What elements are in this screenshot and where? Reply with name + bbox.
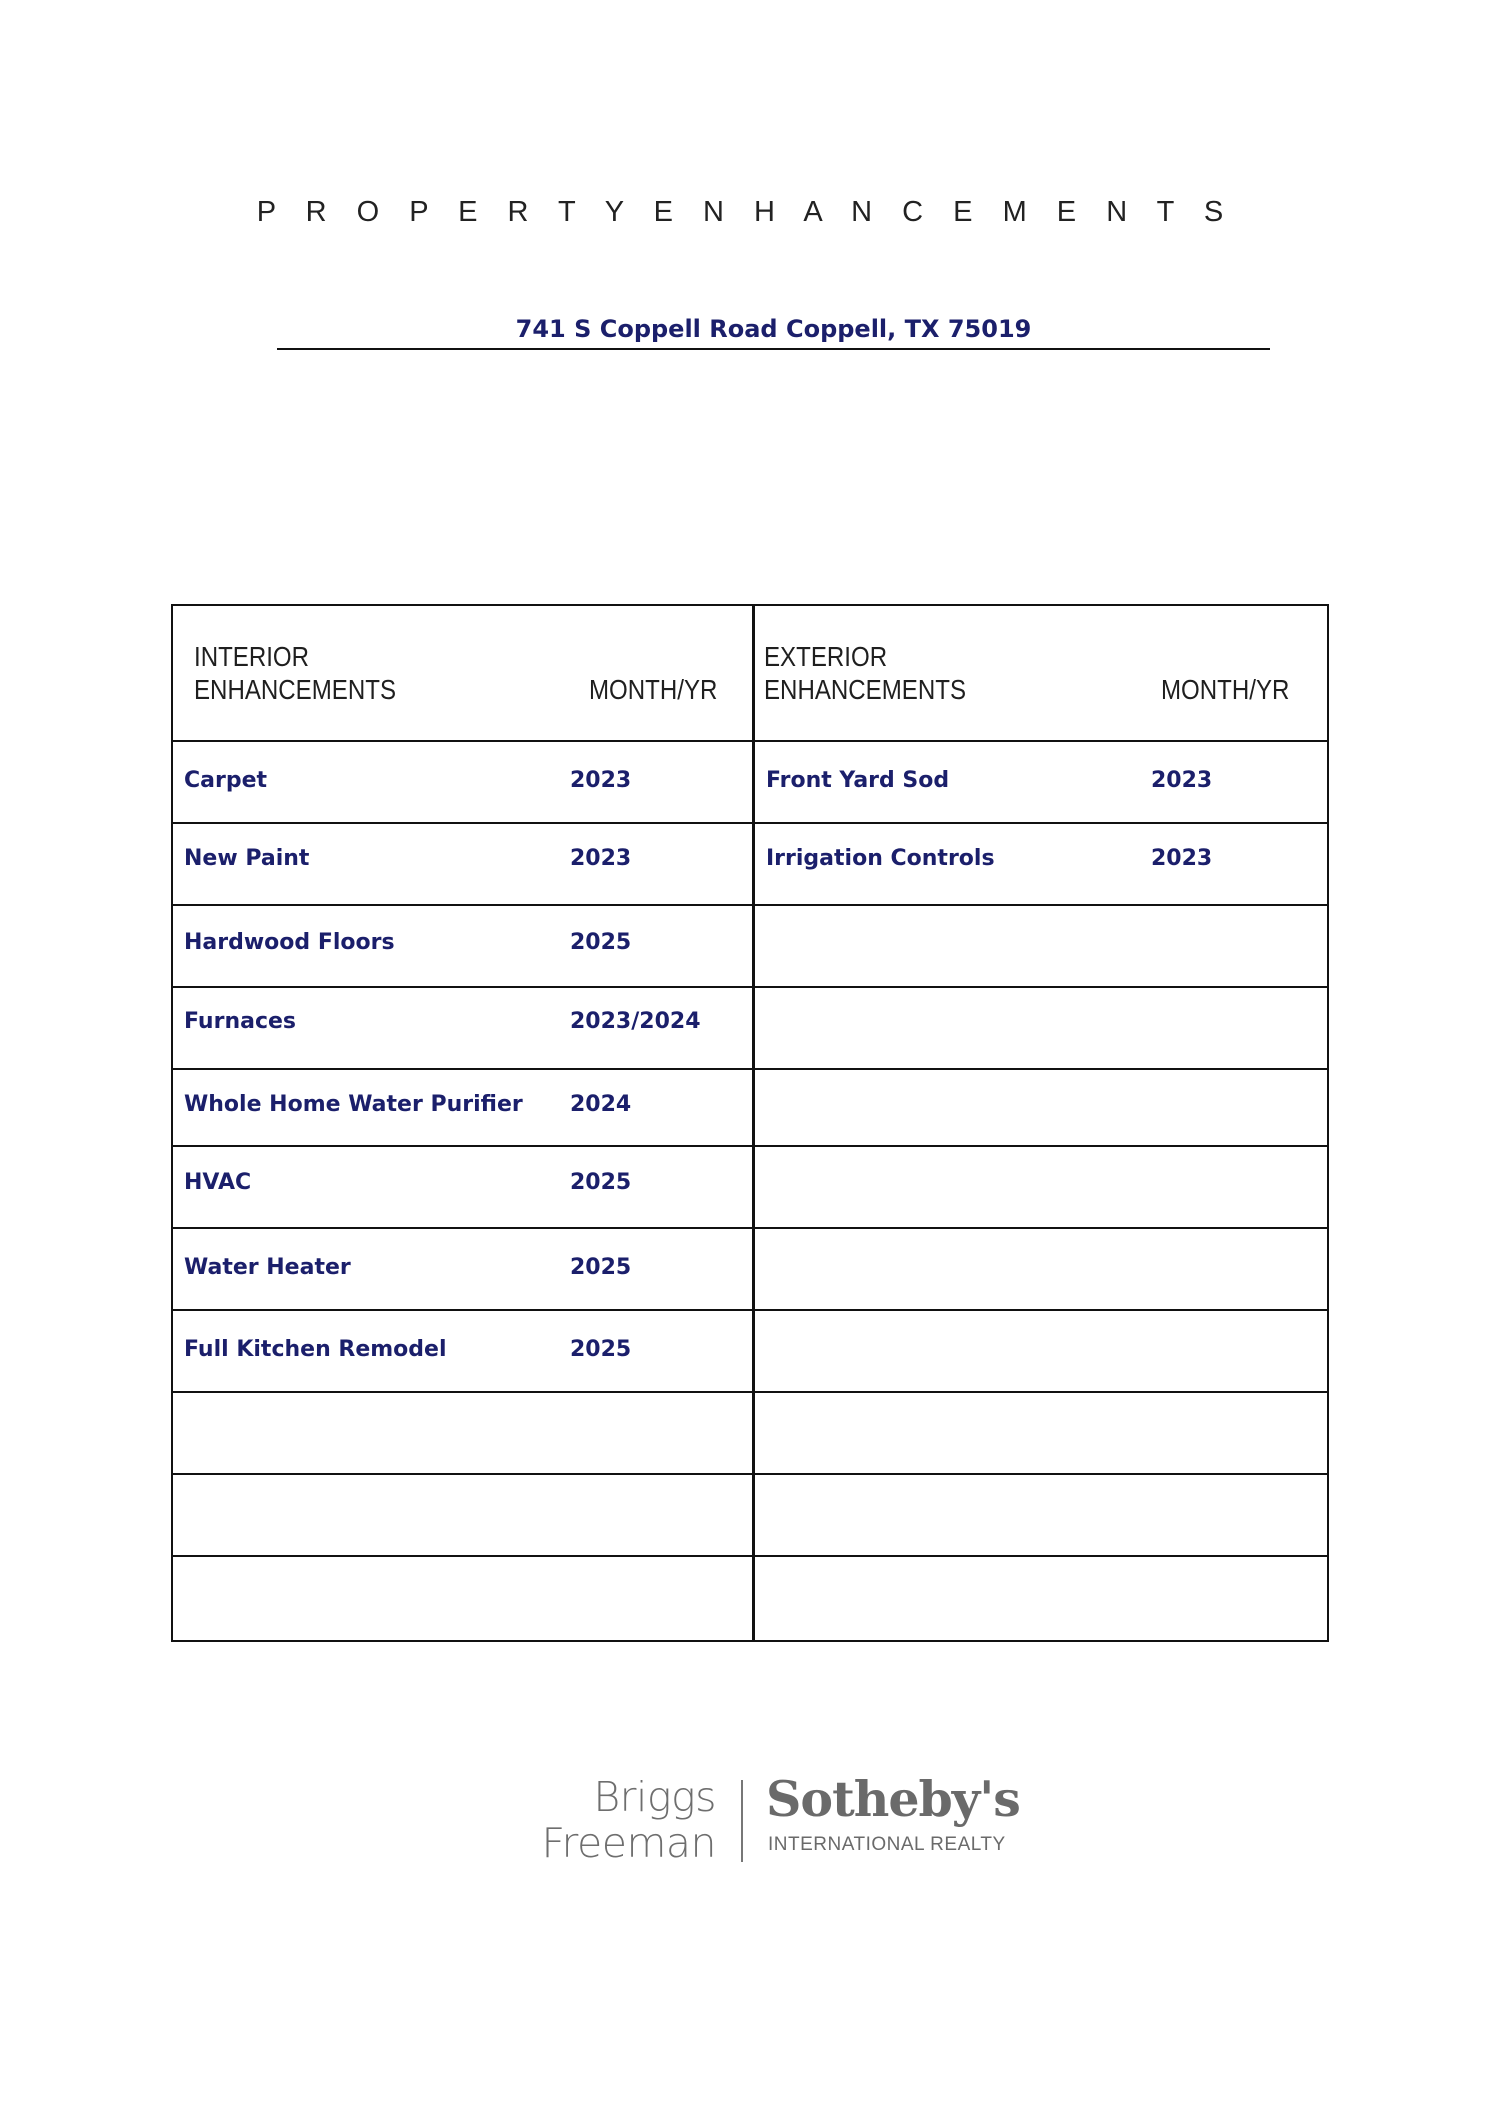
logo-freeman-text: Freeman	[541, 1819, 716, 1867]
interior-date: 2023	[570, 846, 632, 871]
logo-sothebys-text: Sotheby's	[766, 1770, 1020, 1828]
exterior-header-line2: ENHANCEMENTS	[764, 674, 967, 705]
interior-item: Furnaces	[184, 1009, 297, 1034]
exterior-date-header: MONTH/YR	[1161, 674, 1290, 705]
interior-date: 2025	[570, 930, 632, 955]
logo-international-realty: INTERNATIONAL REALTY	[768, 1834, 1006, 1855]
interior-date-header: MONTH/YR	[589, 674, 718, 705]
exterior-item: Front Yard Sod	[766, 768, 950, 793]
exterior-header-line1: EXTERIOR	[764, 641, 888, 672]
row-line	[173, 1555, 1327, 1557]
enhancements-table	[171, 604, 1329, 1642]
interior-date: 2025	[570, 1170, 632, 1195]
interior-item: New Paint	[184, 846, 310, 871]
row-line	[173, 1473, 1327, 1475]
exterior-header	[764, 640, 966, 706]
interior-header-line2: ENHANCEMENTS	[194, 674, 397, 705]
exterior-item: Irrigation Controls	[766, 846, 995, 871]
logo-separator	[741, 1780, 743, 1862]
row-line	[173, 1309, 1327, 1311]
column-divider	[752, 606, 755, 1640]
interior-header	[194, 640, 396, 706]
row-line	[173, 904, 1327, 906]
interior-date: 2025	[570, 1337, 632, 1362]
logo-briggs-text: Briggs	[593, 1773, 716, 1821]
interior-date: 2023/2024	[570, 1009, 701, 1034]
interior-item: HVAC	[184, 1170, 252, 1195]
interior-item: Whole Home Water Purifier	[184, 1092, 523, 1117]
property-address: 741 S Coppell Road Coppell, TX 75019	[515, 315, 1032, 343]
interior-item: Hardwood Floors	[184, 930, 395, 955]
address-underline	[277, 348, 1270, 350]
interior-item: Water Heater	[184, 1255, 351, 1280]
row-line	[173, 1391, 1327, 1393]
row-line	[173, 1227, 1327, 1229]
logo-briggs-freeman	[541, 1774, 716, 1866]
interior-item: Carpet	[184, 768, 268, 793]
brokerage-logo	[0, 1770, 1491, 1870]
exterior-date: 2023	[1151, 768, 1213, 793]
exterior-date: 2023	[1151, 846, 1213, 871]
row-line	[173, 822, 1327, 824]
row-line	[173, 740, 1327, 742]
interior-date: 2024	[570, 1092, 632, 1117]
page-title: P R O P E R T Y E N H A N C E M E N T S	[256, 196, 1235, 228]
row-line	[173, 986, 1327, 988]
interior-date: 2023	[570, 768, 632, 793]
interior-date: 2025	[570, 1255, 632, 1280]
interior-header-line1: INTERIOR	[194, 641, 310, 672]
interior-item: Full Kitchen Remodel	[184, 1337, 447, 1362]
row-line	[173, 1145, 1327, 1147]
row-line	[173, 1068, 1327, 1070]
